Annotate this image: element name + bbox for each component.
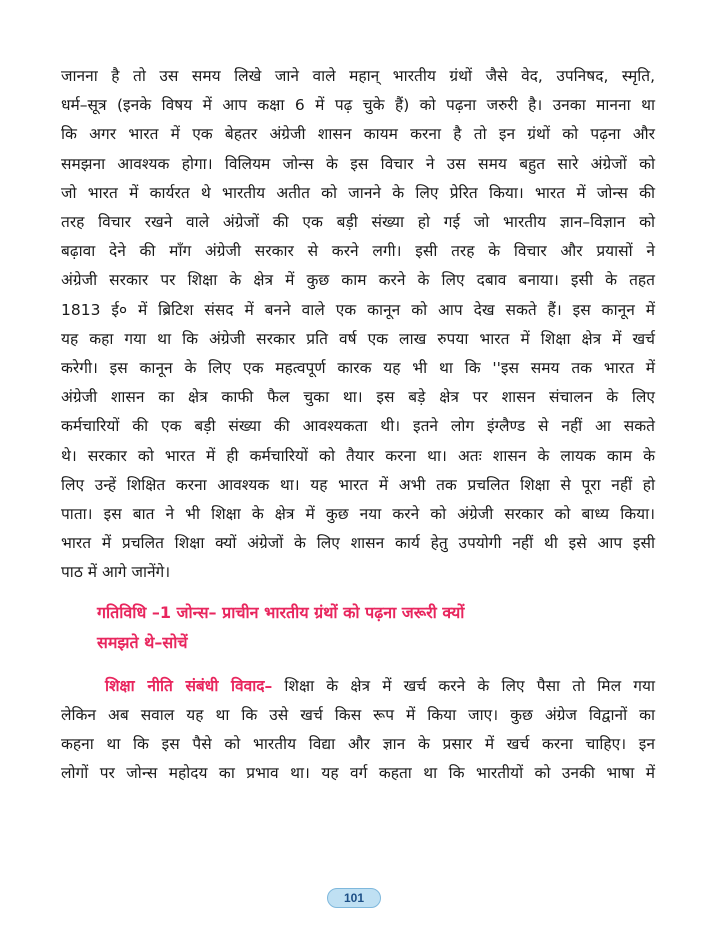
paragraph-line: करेगी। इस कानून के लिए एक महत्वपूर्ण कारक यह भी था कि ''इस समय तक भारत में	[61, 359, 655, 378]
paragraph-line: धर्म–सूत्र (इनके विषय में आप कक्षा 6 में पढ़ चुके हैं) को पढ़ना जरुरी है। उनका मानना था	[61, 96, 655, 115]
page-content	[61, 62, 655, 788]
activity-heading: गतिविधि –1 जोन्स– प्राचीन भारतीय ग्रंथों को पढ़ना जरूरी क्यों	[97, 602, 465, 622]
paragraph-line: पाता। इस बात ने भी शिक्षा के क्षेत्र में कुछ नया करने को अंग्रेजी सरकार को बाध्य किया।	[61, 505, 655, 524]
activity-heading-line2: समझते थे–सोचें	[97, 632, 188, 652]
paragraph-line: जानना है तो उस समय लिखे जाने वाले महान् भारतीय ग्रंथों जैसे वेद, उपनिषद, स्मृति,	[61, 67, 655, 85]
section-line: कहना था कि इस पैसे को भारतीय विद्या और ज्ञान के प्रसार में खर्च करना चाहिए। इन	[61, 735, 655, 754]
paragraph-line: 1813 ई० में ब्रिटिश संसद में बनने वाले एक कानून को आप देख सकते हैं। इस कानून में	[61, 300, 655, 319]
paragraph-line: अंग्रेजी शासन का क्षेत्र काफी फैल चुका था। इस बड़े क्षेत्र पर शासन संचालन के लिए	[61, 388, 655, 407]
paragraph-line-last: पाठ में आगे जानेंगे।	[61, 563, 171, 582]
page-number: 101	[327, 888, 381, 908]
section-line: लोगों पर जोन्स महोदय का प्रभाव था। यह वर्ग कहता था कि भारतीयों को उनकी भाषा में	[61, 764, 655, 783]
section-policy-debate	[61, 672, 655, 701]
page-number-container	[326, 888, 382, 908]
section-body	[61, 701, 655, 789]
paragraph-line: अंग्रेजी सरकार पर शिक्षा के क्षेत्र में कुछ काम करने के लिए दबाव बनाया। इसी के तहत	[61, 271, 655, 290]
paragraph-line: थे। सरकार को भारत में ही कर्मचारियों को तैयार करना था। अतः शासन के लायक काम के	[61, 446, 655, 465]
paragraph-line: समझना आवश्यक होगा। विलियम जोन्स के इस विचार ने उस समय बहुत सारे अंग्रेजों को	[61, 154, 655, 173]
paragraph-line: यह कहा गया था कि अंग्रेजी सरकार प्रति वर्ष एक लाख रुपया भारत में शिक्षा क्षेत्र में खर्च	[61, 329, 655, 348]
main-paragraph	[61, 62, 655, 588]
section-first-line: शिक्षा के क्षेत्र में खर्च करने के लिए पैसा तो मिल गया	[272, 676, 655, 695]
paragraph-line: जो भारत में कार्यरत थे भारतीय अतीत को जानने के लिए प्रेरित किया। भारत में जोन्स की	[61, 183, 655, 202]
paragraph-line: कर्मचारियों की एक बड़ी संख्या की आवश्यकता थी। इतने लोग इंग्लैण्ड से नहीं आ सकते	[61, 417, 655, 436]
paragraph-line: कि अगर भारत में एक बेहतर अंग्रेजी शासन कायम करना है तो इन ग्रंथों को पढ़ना और	[61, 125, 655, 144]
paragraph-line: बढ़ावा देने की माँग अंग्रेजी सरकार से करने लगी। इसी तरह के विचार और प्रयासों ने	[61, 242, 655, 261]
section-line: लेकिन अब सवाल यह था कि उसे खर्च किस रूप में किया जाए। कुछ अंग्रेज विद्वानों का	[61, 705, 655, 724]
paragraph-line: तरह विचार रखने वाले अंग्रेजों की एक बड़ी संख्या हो गई जो भारतीय ज्ञान–विज्ञान को	[61, 213, 655, 232]
section-heading: शिक्षा नीति संबंधी विवाद–	[105, 676, 273, 695]
paragraph-line: भारत में प्रचलित शिक्षा क्यों अंग्रेजों के लिए शासन कार्य हेतु उपयोगी नहीं थी इसे आप इसी	[61, 534, 655, 553]
paragraph-line: लिए उन्हें शिक्षित करना आवश्यक था। यह भारत में अभी तक प्रचलित शिक्षा से पूरा नहीं हो	[61, 475, 655, 494]
